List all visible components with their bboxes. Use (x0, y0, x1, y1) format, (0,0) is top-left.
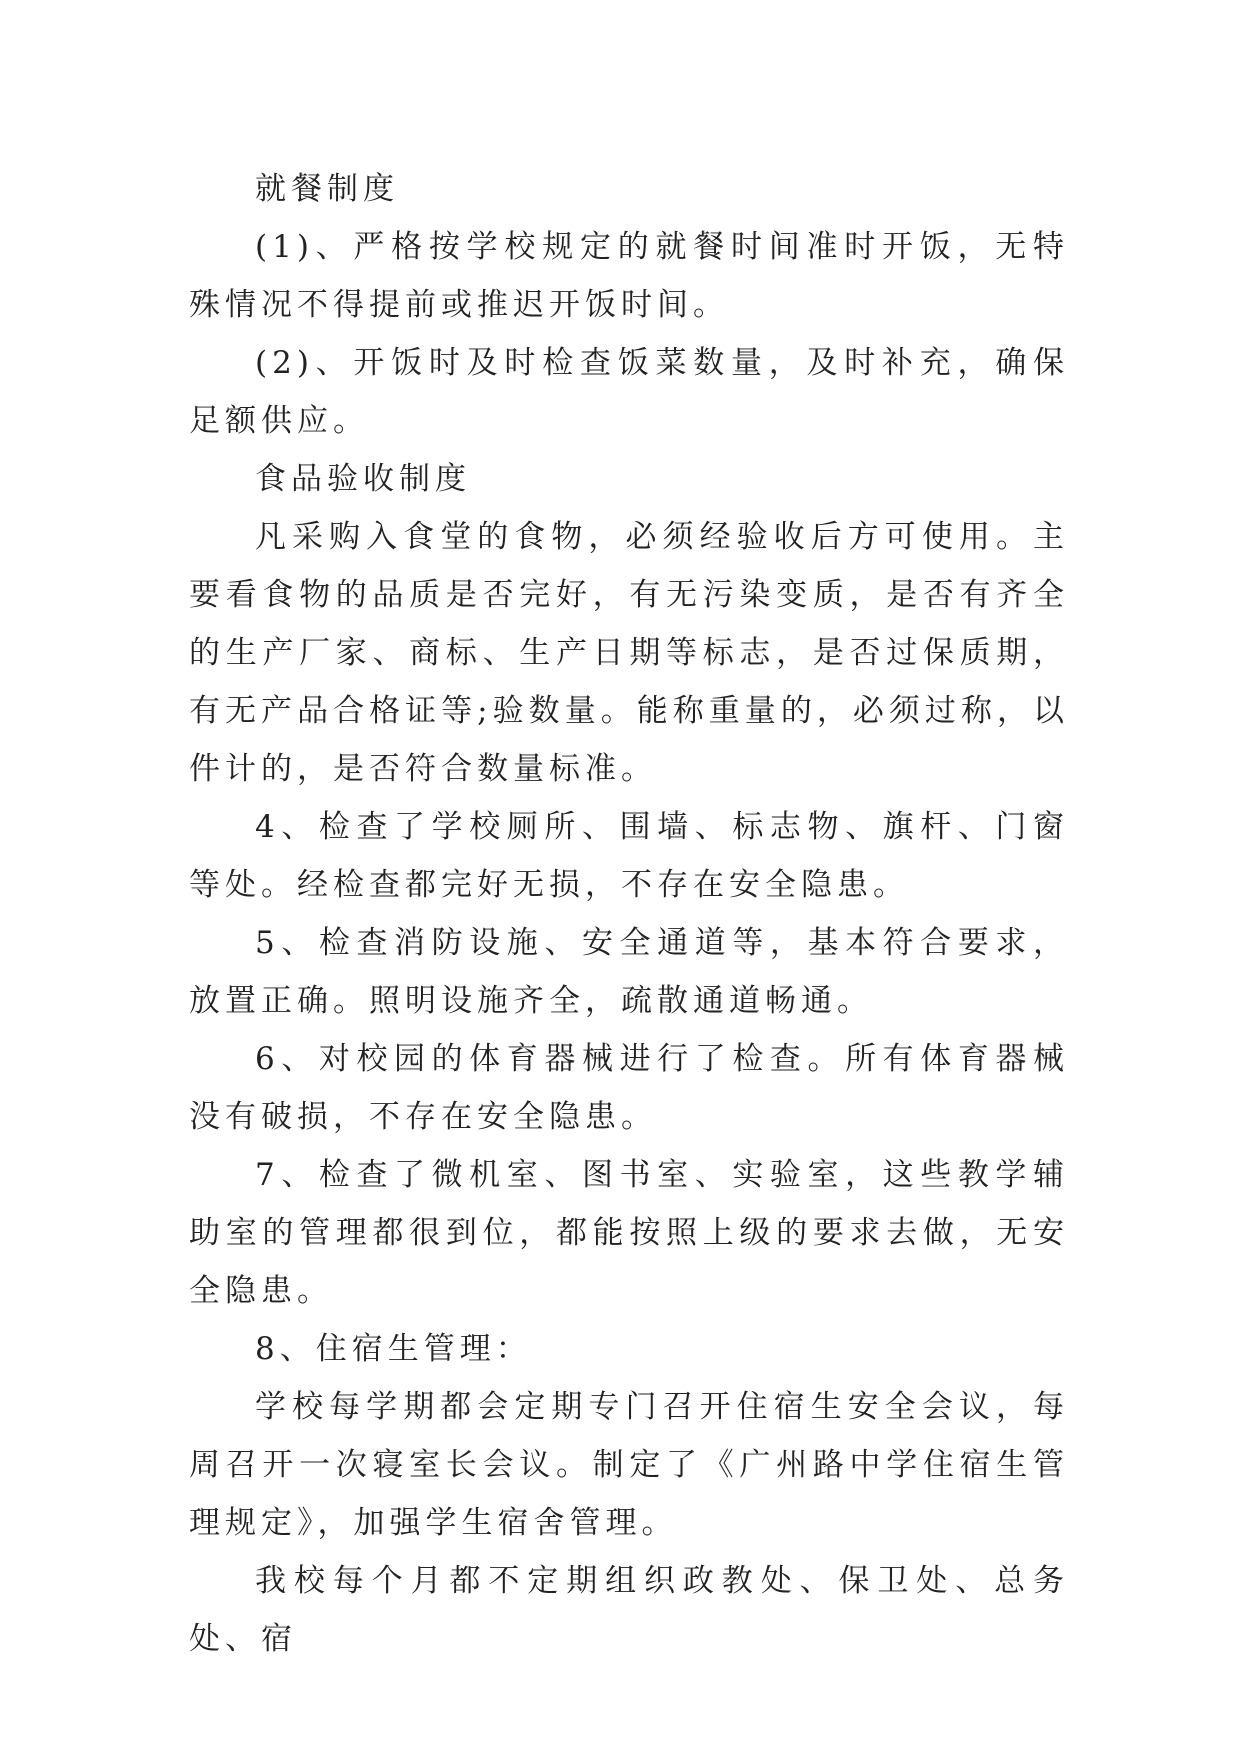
paragraph-item-6: 6、对校园的体育器械进行了检查。所有体育器械没有破损，不存在安全隐患。 (189, 1041, 1069, 1135)
document-body (189, 160, 1069, 1668)
paragraph-item-4: 4、检查了学校厕所、围墙、标志物、旗杆、门窗等处。经检查都完好无损，不存在安全隐患。 (189, 809, 1069, 903)
paragraph-dormitory-meetings: 学校每学期都会定期专门召开住宿生安全会议，每周召开一次寝室长会议。制定了《广州路中学住宿生管理规定》，加强学生宿舍管理。 (189, 1389, 1069, 1541)
paragraph-item-7: 7、检查了微机室、图书室、实验室，这些教学辅助室的管理都很到位，都能按照上级的要求去做，无安全隐患。 (189, 1157, 1069, 1309)
heading-dining-rules: 就餐制度 (255, 171, 399, 207)
paragraph-monthly-inspection: 我校每个月都不定期组织政教处、保卫处、总务处、宿 (189, 1563, 1069, 1657)
paragraph-dining-rule-1: (1)、严格按学校规定的就餐时间准时开饭，无特殊情况不得提前或推迟开饭时间。 (189, 229, 1069, 323)
paragraph-item-5: 5、检查消防设施、安全通道等，基本符合要求，放置正确。照明设施齐全，疏散通道畅通。 (189, 925, 1069, 1019)
paragraph-dining-rule-2: (2)、开饭时及时检查饭菜数量，及时补充，确保足额供应。 (189, 345, 1069, 439)
paragraph-item-8: 8、住宿生管理： (255, 1331, 532, 1367)
heading-food-inspection-rules: 食品验收制度 (255, 461, 471, 497)
paragraph-food-inspection: 凡采购入食堂的食物，必须经验收后方可使用。主要看食物的品质是否完好，有无污染变质，是否有齐全的生产厂家、商标、生产日期等标志，是否过保质期，有无产品合格证等;验数量。能称重量的，必须过称，以件计的，是否符合数量标准。 (189, 519, 1069, 787)
